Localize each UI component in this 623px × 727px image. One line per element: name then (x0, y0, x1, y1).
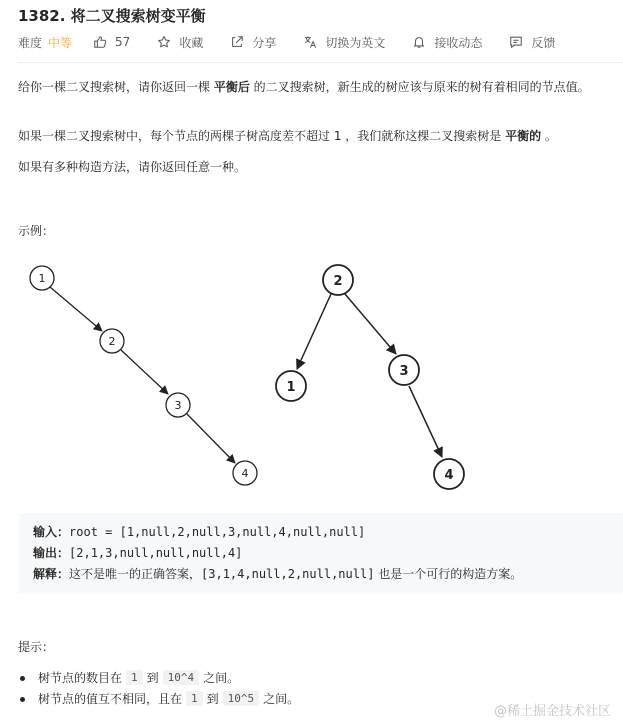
share-button[interactable] (230, 34, 276, 51)
example-code-block (19, 513, 623, 593)
tree-node-label: 2 (108, 335, 116, 348)
example-output-line (33, 544, 242, 561)
description-paragraph-1 (18, 78, 614, 97)
tree-node-label: 3 (399, 364, 409, 379)
thumbs-up-icon (93, 35, 107, 49)
tree-node (233, 461, 257, 485)
output-label: 输出： (33, 546, 70, 560)
share-icon (230, 35, 244, 49)
example-explain-line (33, 565, 522, 582)
example-input-line (33, 523, 365, 540)
watermark: @稀土掘金技术社区 (493, 704, 611, 719)
hint-item-1 (38, 669, 239, 686)
difficulty-value: 中等 (48, 35, 73, 50)
input-value: root = [1,null,2,null,3,null,4,null,null] (69, 525, 366, 539)
hint-text: 树节点的数目在 (38, 671, 123, 685)
output-value: [2,1,3,null,null,null,4] (69, 546, 243, 560)
favorite-button[interactable] (157, 34, 203, 51)
inline-code: 10^4 (163, 670, 200, 685)
hint-text: 到 (146, 671, 159, 685)
tree-node-label: 1 (286, 380, 296, 395)
description-text: 如果一棵二叉搜索树中，每个节点的两棵子树高度差不超过 1 ，我们就称这棵二叉搜索树是 (18, 129, 506, 143)
emphasis-text: 平衡后 (213, 80, 250, 94)
input-label: 输入： (33, 525, 70, 539)
translate-icon (303, 35, 317, 49)
like-button[interactable] (93, 35, 130, 49)
example-label: 示例： (18, 224, 55, 238)
hint-text: 之间。 (203, 671, 240, 685)
tree-edge (50, 287, 102, 331)
tree-node (30, 266, 54, 290)
tree-edge (121, 350, 168, 394)
explain-text: 这不是唯一的正确答案， (69, 567, 202, 581)
example-tree-diagram (0, 250, 623, 500)
hint-text: 树节点的值互不相同，且在 (38, 692, 183, 706)
explain-text: 也是一个可行的构造方案。 (374, 567, 523, 581)
bell-icon (412, 35, 426, 49)
tree-edge (409, 386, 442, 457)
description-paragraph-2 (18, 127, 614, 146)
tree-node-label: 4 (241, 467, 249, 480)
inline-code: 1 (126, 670, 143, 685)
hints-label: 提示： (18, 640, 55, 654)
notify-button[interactable] (412, 34, 482, 51)
bullet-dot (20, 676, 25, 681)
description-text: 的二叉搜索树，新生成的树应该与原来的树有着相同的节点值。 (249, 80, 590, 94)
inline-code: 1 (186, 691, 203, 706)
tree-node-label: 2 (333, 274, 343, 289)
tree-node (166, 393, 190, 417)
tree-node-label: 4 (444, 468, 454, 483)
switch-language-label: 切换为英文 (325, 35, 386, 50)
hint-text: 之间。 (263, 692, 300, 706)
problem-title: 1382. 将二叉搜索树变平衡 (18, 7, 206, 25)
star-icon (157, 35, 171, 49)
description-text: 给你一棵二叉搜索树，请你返回一棵 (18, 80, 214, 94)
tree-node (276, 371, 306, 401)
hint-text: 到 (206, 692, 219, 706)
tree-node (323, 265, 353, 295)
tree-node (434, 459, 464, 489)
problem-toolbar (18, 33, 582, 51)
inline-code: 10^5 (223, 691, 260, 706)
explain-label: 解释： (33, 567, 70, 581)
switch-language-button[interactable] (303, 34, 385, 51)
tree-node (389, 355, 419, 385)
tree-node-label: 1 (38, 272, 46, 285)
tree-edge (187, 414, 235, 463)
bullet-dot (20, 697, 25, 702)
tree-edge (345, 294, 396, 354)
explain-code: [3,1,4,null,2,null,null] (201, 567, 375, 581)
share-label: 分享 (252, 35, 277, 50)
hint-item-2 (38, 690, 299, 707)
feedback-button[interactable] (509, 34, 555, 51)
difficulty-label: 难度 (18, 35, 43, 50)
header-divider (18, 62, 623, 63)
favorite-label: 收藏 (179, 35, 204, 50)
emphasis-text: 平衡的 (505, 129, 542, 143)
notify-label: 接收动态 (434, 35, 483, 50)
tree-node-label: 3 (174, 399, 182, 412)
tree-edge (297, 294, 331, 369)
description-paragraph-3: 如果有多种构造方法，请你返回任意一种。 (18, 160, 247, 174)
feedback-label: 反馈 (531, 35, 556, 50)
description-text: 。 (541, 129, 557, 143)
tree-node (100, 329, 124, 353)
like-count: 57 (115, 35, 131, 49)
feedback-icon (509, 35, 523, 49)
